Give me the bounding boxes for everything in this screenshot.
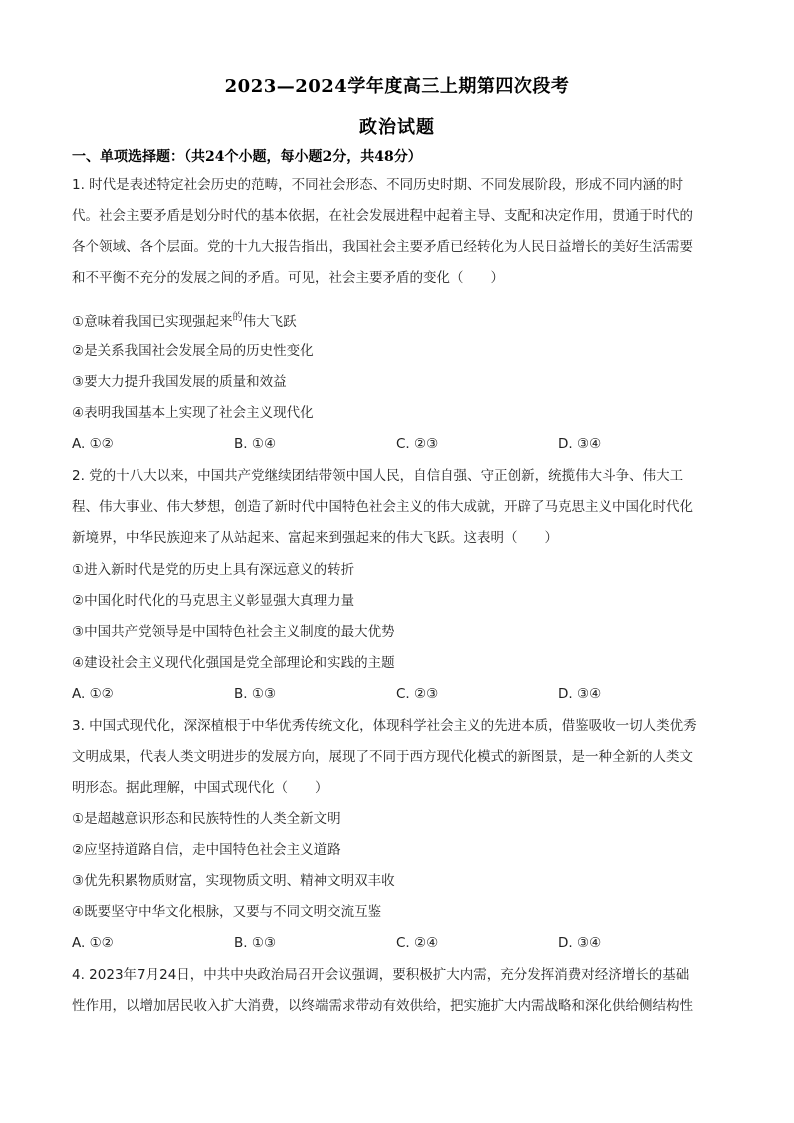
option-d[interactable]: D. ③④ [558, 686, 602, 702]
option-c[interactable]: C. ②③ [396, 686, 439, 702]
question-stem-line: 新境界，中华民族迎来了从站起来、富起来到强起来的伟大飞跃。这表明（ ） [72, 530, 558, 546]
statement-item: ①是超越意识形态和民族特性的人类全新文明 [72, 811, 341, 827]
section-heading: 一、单项选择题：（共24个小题，每小题2分，共48分） [72, 149, 422, 165]
statement-item: ②中国化时代化的马克思主义彰显强大真理力量 [72, 593, 355, 609]
answer-options [72, 684, 732, 704]
statement-item: ④表明我国基本上实现了社会主义现代化 [72, 405, 314, 421]
exam-title: 2023—2024学年度高三上期第四次段考 [224, 76, 570, 97]
question-stem-line: 性作用，以增加居民收入扩大消费，以终端需求带动有效供给，把实施扩大内需战略和深化供给侧结构性 [72, 998, 693, 1014]
option-d[interactable]: D. ③④ [558, 935, 602, 951]
question-stem-line: 程、伟大事业、伟大梦想，创造了新时代中国特色社会主义的伟大成就，开辟了马克思主义中国化时代化 [72, 499, 693, 515]
answer-options [72, 434, 732, 454]
question-stem-line: 各个领域、各个层面。党的十九大报告指出，我国社会主要矛盾已经转化为人民日益增长的美好生活需要 [72, 239, 693, 255]
statement-item: ①意味着我国已实现强起来$^的$伟大飞跃 [72, 312, 297, 330]
option-d[interactable]: D. ③④ [558, 436, 602, 452]
option-c[interactable]: C. ②④ [396, 935, 439, 951]
answer-options [72, 933, 732, 953]
question-stem-line: 和不平衡不充分的发展之间的矛盾。可见，社会主要矛盾的变化（ ） [72, 270, 504, 286]
statement-item: ②应坚持道路自信，走中国特色社会主义道路 [72, 842, 341, 858]
option-a[interactable]: A. ①② [72, 436, 114, 452]
question-stem-line: 文明成果，代表人类文明进步的发展方向，展现了不同于西方现代化模式的新图景，是一种全新的人类文 [72, 749, 693, 765]
question-stem-line: 代。社会主要矛盾是划分时代的基本依据，在社会发展进程中起着主导、支配和决定作用，贯通于时代的 [72, 208, 693, 224]
option-b[interactable]: B. ①③ [234, 935, 277, 951]
statement-item: ③中国共产党领导是中国特色社会主义制度的最大优势 [72, 624, 395, 640]
option-b[interactable]: B. ①③ [234, 686, 277, 702]
option-a[interactable]: A. ①② [72, 686, 114, 702]
statement-item: ②是关系我国社会发展全局的历史性变化 [72, 343, 314, 359]
question-stem-line: 2. 党的十八大以来，中国共产党继续团结带领中国人民，自信自强、守正创新，统揽伟大斗争、伟大工 [72, 468, 684, 484]
statement-item: ③优先积累物质财富，实现物质文明、精神文明双丰收 [72, 873, 395, 889]
option-a[interactable]: A. ①② [72, 935, 114, 951]
statement-item: ①进入新时代是党的历史上具有深远意义的转折 [72, 562, 355, 578]
statement-item: ④既要坚守中华文化根脉，又要与不同文明交流互鉴 [72, 904, 382, 920]
option-b[interactable]: B. ①④ [234, 436, 277, 452]
question-stem-line: 明形态。据此理解，中国式现代化（ ） [72, 780, 329, 796]
option-c[interactable]: C. ②③ [396, 436, 439, 452]
subject-title: 政治试题 [359, 117, 435, 138]
statement-item: ③要大力提升我国发展的质量和效益 [72, 374, 287, 390]
question-stem-line: 1. 时代是表述特定社会历史的范畴，不同社会形态、不同历史时期、不同发展阶段，形成不同内涵的时 [72, 177, 684, 193]
question-stem-line: 3. 中国式现代化，深深植根于中华优秀传统文化，体现科学社会主义的先进本质，借鉴吸收一切人类优秀 [72, 718, 697, 734]
statement-item: ④建设社会主义现代化强国是党全部理论和实践的主题 [72, 655, 395, 671]
question-stem-line: 4. 2023年7月24日，中共中央政治局召开会议强调，要积极扩大内需，充分发挥消费对经济增长的基础 [72, 967, 690, 983]
